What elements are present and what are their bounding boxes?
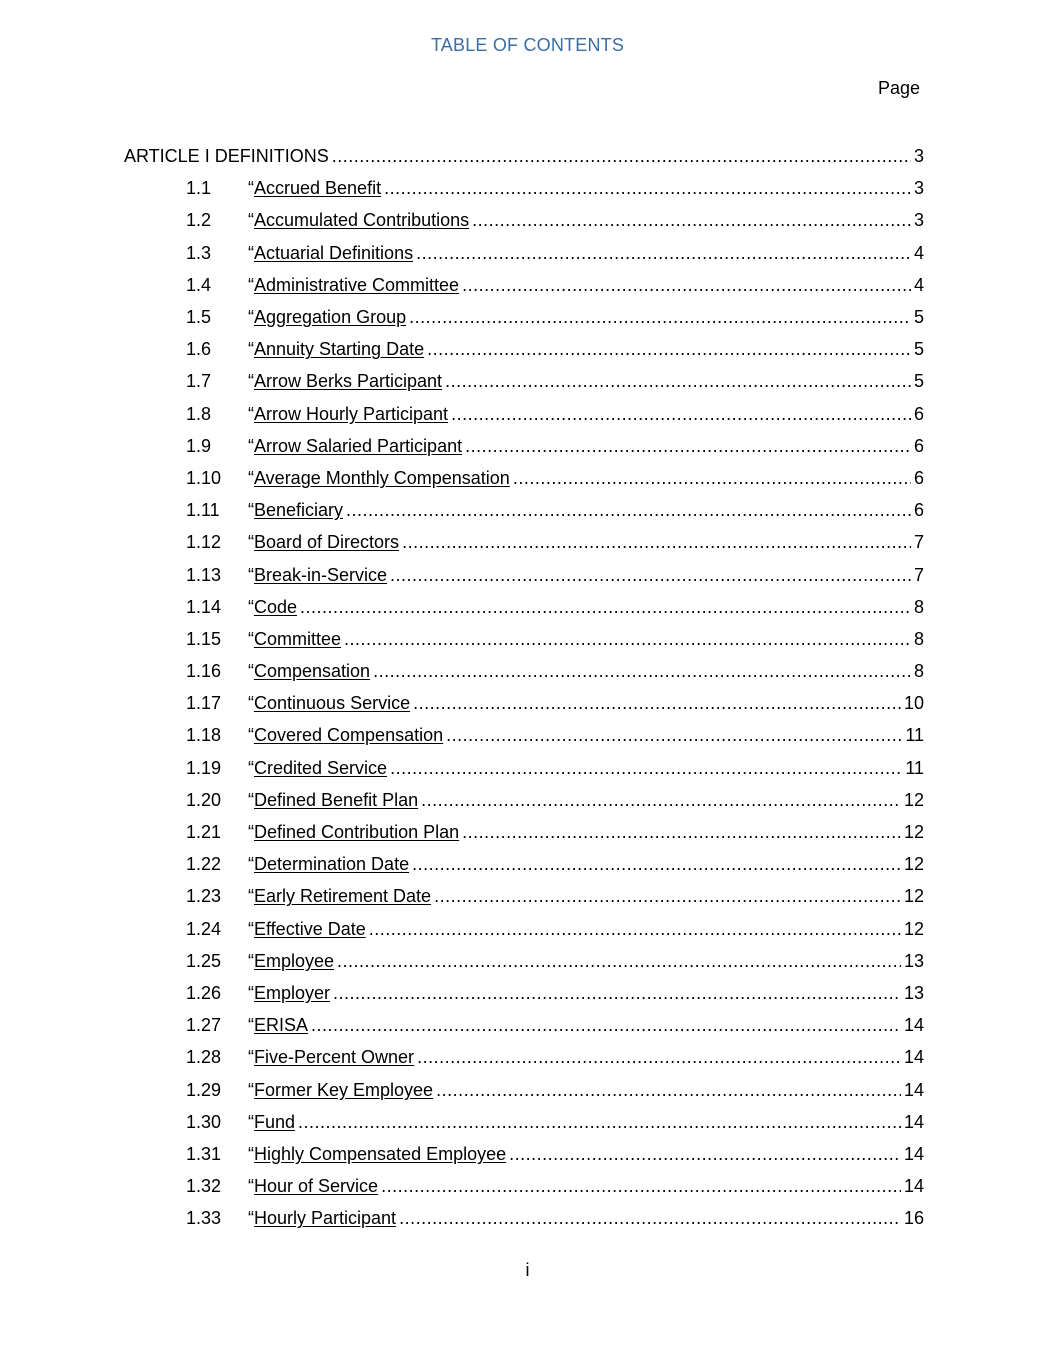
dot-leader: [344, 623, 911, 655]
toc-article-row[interactable]: [0, 140, 924, 172]
section-title: [248, 719, 443, 751]
section-title: [248, 623, 341, 655]
section-page-number: 14: [903, 1015, 924, 1036]
toc-section-row[interactable]: [0, 1170, 924, 1202]
dot-leader: [399, 1202, 901, 1234]
section-title: [248, 462, 510, 494]
section-number: 1.10: [186, 467, 222, 488]
section-number: 1.17: [186, 693, 222, 714]
open-quote: “: [248, 1015, 254, 1036]
open-quote: “: [248, 757, 254, 778]
section-page-number: 6: [913, 403, 924, 424]
toc-title: TABLE OF CONTENTS: [430, 35, 625, 55]
open-quote: “: [248, 1079, 254, 1100]
section-page-number: 5: [913, 339, 924, 360]
open-quote: “: [248, 854, 254, 875]
section-title: [248, 752, 387, 784]
toc-section-row[interactable]: [0, 237, 924, 269]
toc-section-row[interactable]: [0, 365, 924, 397]
toc-section-row[interactable]: [0, 913, 924, 945]
section-page-number: 14: [903, 1143, 924, 1164]
open-quote: “: [248, 307, 254, 328]
defined-term-link[interactable]: Former Key Employee: [254, 1079, 434, 1100]
section-page-number: 4: [913, 274, 924, 295]
section-number: 1.30: [186, 1111, 222, 1132]
toc-section-row[interactable]: [0, 655, 924, 687]
defined-term-link[interactable]: Covered Compensation: [254, 725, 444, 746]
toc-section-row[interactable]: [0, 945, 924, 977]
open-quote: “: [248, 1111, 254, 1132]
toc-section-row[interactable]: [0, 623, 924, 655]
defined-term-link[interactable]: Beneficiary: [254, 500, 344, 521]
section-title: [248, 1106, 295, 1138]
section-number: 1.33: [186, 1208, 222, 1229]
toc-section-row[interactable]: [0, 848, 924, 880]
defined-term-link[interactable]: Fund: [254, 1111, 296, 1132]
dot-leader: [446, 719, 902, 751]
defined-term-link[interactable]: Arrow Berks Participant: [254, 371, 443, 392]
toc-section-row[interactable]: [0, 784, 924, 816]
toc-list: [0, 140, 1055, 1234]
section-page-number: 4: [913, 242, 924, 263]
section-number: 1.1: [186, 178, 212, 199]
section-number: 1.20: [186, 789, 222, 810]
open-quote: “: [248, 693, 254, 714]
defined-term-link[interactable]: Average Monthly Compensation: [254, 467, 510, 488]
open-quote: “: [248, 982, 254, 1003]
dot-leader: [412, 848, 901, 880]
article-page-number: 3: [913, 146, 924, 167]
dot-leader: [513, 462, 911, 494]
section-page-number: 12: [903, 822, 924, 843]
open-quote: “: [248, 822, 254, 843]
toc-section-row[interactable]: [0, 526, 924, 558]
section-page-number: 12: [903, 789, 924, 810]
footer-page-number: i: [525, 1260, 530, 1280]
section-number: 1.24: [186, 918, 222, 939]
toc-section-row[interactable]: [0, 687, 924, 719]
defined-term-link[interactable]: Early Retirement Date: [254, 886, 432, 907]
defined-term-link[interactable]: Arrow Hourly Participant: [254, 403, 449, 424]
open-quote: “: [248, 661, 254, 682]
defined-term-link[interactable]: Committee: [254, 628, 342, 649]
dot-leader: [465, 430, 911, 462]
defined-term-link[interactable]: Actuarial Definitions: [254, 242, 414, 263]
section-title: [248, 816, 459, 848]
dot-leader: [337, 945, 901, 977]
section-title: [248, 1138, 506, 1170]
section-number: 1.21: [186, 822, 222, 843]
dot-leader: [311, 1009, 901, 1041]
section-number: 1.14: [186, 596, 222, 617]
open-quote: “: [248, 1176, 254, 1197]
defined-term-link[interactable]: Defined Contribution Plan: [254, 822, 460, 843]
toc-section-row[interactable]: [0, 1041, 924, 1073]
section-title: [248, 945, 334, 977]
toc-section-row[interactable]: [0, 462, 924, 494]
section-page-number: 5: [913, 371, 924, 392]
section-number: 1.26: [186, 982, 222, 1003]
section-number: 1.27: [186, 1015, 222, 1036]
section-title: [248, 398, 448, 430]
section-title: [248, 1074, 433, 1106]
section-number: 1.11: [186, 500, 220, 521]
dot-leader: [416, 237, 911, 269]
dot-leader: [390, 752, 902, 784]
toc-section-row[interactable]: [0, 558, 924, 590]
toc-section-row[interactable]: [0, 1138, 924, 1170]
section-page-number: 12: [903, 854, 924, 875]
page-column-label: Page: [877, 78, 920, 98]
section-number: 1.6: [186, 339, 212, 360]
open-quote: “: [248, 178, 254, 199]
defined-term-link[interactable]: Compensation: [254, 661, 371, 682]
section-title: [248, 301, 406, 333]
open-quote: “: [248, 950, 254, 971]
section-title: [248, 494, 343, 526]
section-title: [248, 655, 370, 687]
section-title: [248, 1041, 414, 1073]
toc-section-row[interactable]: [0, 719, 924, 751]
toc-section-row[interactable]: [0, 301, 924, 333]
defined-term-link[interactable]: Accumulated Contributions: [254, 210, 470, 231]
section-number: 1.4: [186, 274, 212, 295]
toc-section-row[interactable]: [0, 494, 924, 526]
toc-section-row[interactable]: [0, 333, 924, 365]
section-page-number: 5: [913, 307, 924, 328]
section-page-number: 13: [903, 982, 924, 1003]
defined-term-link[interactable]: Board of Directors: [254, 532, 400, 553]
dot-leader: [413, 687, 901, 719]
toc-section-row[interactable]: [0, 172, 924, 204]
toc-section-row[interactable]: [0, 1073, 924, 1105]
open-quote: “: [248, 1208, 254, 1229]
section-number: 1.29: [186, 1079, 222, 1100]
section-number: 1.2: [186, 210, 212, 231]
defined-term-link[interactable]: Code: [254, 596, 298, 617]
defined-term-link[interactable]: Hour of Service: [254, 1176, 379, 1197]
dot-leader: [298, 1106, 901, 1138]
section-number: 1.7: [186, 371, 212, 392]
section-page-number: 6: [913, 467, 924, 488]
defined-term-link[interactable]: Hourly Participant: [254, 1208, 397, 1229]
open-quote: “: [248, 886, 254, 907]
open-quote: “: [248, 1143, 254, 1164]
section-title: [248, 880, 431, 912]
toc-section-row[interactable]: [0, 816, 924, 848]
open-quote: “: [248, 532, 254, 553]
defined-term-link[interactable]: Employer: [254, 982, 331, 1003]
section-number: 1.9: [186, 435, 212, 456]
section-title: [248, 237, 413, 269]
section-page-number: 16: [903, 1208, 924, 1229]
section-title: [248, 526, 399, 558]
section-title: [248, 172, 381, 204]
section-page-number: 10: [903, 693, 924, 714]
dot-leader: [384, 172, 911, 204]
dot-leader: [436, 1074, 901, 1106]
section-page-number: 6: [913, 500, 924, 521]
section-page-number: 3: [913, 178, 924, 199]
section-number: 1.31: [186, 1143, 222, 1164]
dot-leader: [509, 1138, 901, 1170]
open-quote: “: [248, 467, 254, 488]
dot-leader: [373, 655, 911, 687]
dot-leader: [300, 591, 911, 623]
dot-leader: [445, 365, 911, 397]
open-quote: “: [248, 725, 254, 746]
section-number: 1.15: [186, 628, 222, 649]
section-page-number: 7: [913, 532, 924, 553]
open-quote: “: [248, 1047, 254, 1068]
toc-section-row[interactable]: [0, 204, 924, 236]
section-title: [248, 333, 424, 365]
open-quote: “: [248, 403, 254, 424]
dot-leader: [472, 204, 911, 236]
dot-leader: [409, 301, 911, 333]
toc-section-row[interactable]: [0, 430, 924, 462]
dot-leader: [421, 784, 901, 816]
section-number: 1.16: [186, 661, 222, 682]
section-title: [248, 204, 469, 236]
section-title: [248, 977, 330, 1009]
defined-term-link[interactable]: Credited Service: [254, 757, 388, 778]
section-number: 1.22: [186, 854, 222, 875]
defined-term-link[interactable]: Highly Compensated Employee: [254, 1143, 507, 1164]
toc-section-row[interactable]: [0, 269, 924, 301]
section-number: 1.28: [186, 1047, 222, 1068]
dot-leader: [369, 913, 901, 945]
dot-leader: [451, 398, 911, 430]
section-page-number: 8: [913, 596, 924, 617]
section-number: 1.3: [186, 242, 212, 263]
section-number: 1.13: [186, 564, 222, 585]
toc-section-row[interactable]: [0, 591, 924, 623]
dot-leader: [417, 1041, 901, 1073]
section-title: [248, 1170, 378, 1202]
section-page-number: 14: [903, 1079, 924, 1100]
defined-term-link[interactable]: Defined Benefit Plan: [254, 789, 419, 810]
section-number: 1.18: [186, 725, 222, 746]
section-title: [248, 1202, 396, 1234]
section-page-number: 13: [903, 950, 924, 971]
article-title: ARTICLE I DEFINITIONS: [124, 146, 329, 167]
section-page-number: 14: [903, 1047, 924, 1068]
dot-leader: [381, 1170, 901, 1202]
section-number: 1.19: [186, 757, 222, 778]
defined-term-link[interactable]: ERISA: [254, 1015, 309, 1036]
section-page-number: 8: [913, 661, 924, 682]
dot-leader: [427, 333, 911, 365]
section-number: 1.32: [186, 1176, 222, 1197]
section-title: [248, 591, 297, 623]
dot-leader: [346, 494, 911, 526]
dot-leader: [462, 269, 911, 301]
dot-leader: [332, 140, 911, 172]
section-title: [248, 848, 409, 880]
open-quote: “: [248, 274, 254, 295]
open-quote: “: [248, 789, 254, 810]
open-quote: “: [248, 596, 254, 617]
defined-term-link[interactable]: Break-in-Service: [254, 564, 388, 585]
defined-term-link[interactable]: Determination Date: [254, 854, 410, 875]
open-quote: “: [248, 210, 254, 231]
toc-section-row[interactable]: [0, 398, 924, 430]
section-title: [248, 269, 459, 301]
section-title: [248, 1009, 308, 1041]
open-quote: “: [248, 339, 254, 360]
defined-term-link[interactable]: Effective Date: [254, 918, 366, 939]
section-page-number: 14: [903, 1111, 924, 1132]
open-quote: “: [248, 918, 254, 939]
defined-term-link[interactable]: Accrued Benefit: [254, 178, 382, 199]
section-number: 1.12: [186, 532, 222, 553]
section-title: [248, 913, 366, 945]
section-page-number: 8: [913, 628, 924, 649]
section-page-number: 3: [913, 210, 924, 231]
toc-section-row[interactable]: [0, 752, 924, 784]
defined-term-link[interactable]: Arrow Salaried Participant: [254, 435, 463, 456]
section-page-number: 12: [903, 918, 924, 939]
defined-term-link[interactable]: Administrative Committee: [254, 274, 460, 295]
defined-term-link[interactable]: Aggregation Group: [254, 307, 407, 328]
toc-section-row[interactable]: [0, 1106, 924, 1138]
open-quote: “: [248, 371, 254, 392]
section-page-number: 14: [903, 1176, 924, 1197]
section-page-number: 6: [913, 435, 924, 456]
defined-term-link[interactable]: Continuous Service: [254, 693, 411, 714]
toc-section-row[interactable]: [0, 880, 924, 912]
section-number: 1.8: [186, 403, 212, 424]
dot-leader: [402, 526, 911, 558]
defined-term-link[interactable]: Employee: [254, 950, 335, 971]
toc-section-row[interactable]: [0, 1202, 924, 1234]
open-quote: “: [248, 564, 254, 585]
dot-leader: [390, 559, 911, 591]
section-page-number: 7: [913, 564, 924, 585]
section-title: [248, 559, 387, 591]
defined-term-link[interactable]: Annuity Starting Date: [254, 339, 425, 360]
toc-sections: [0, 172, 1055, 1234]
section-page-number: 12: [903, 886, 924, 907]
open-quote: “: [248, 242, 254, 263]
section-number: 1.5: [186, 307, 212, 328]
open-quote: “: [248, 628, 254, 649]
section-title: [248, 430, 462, 462]
section-page-number: 11: [905, 725, 924, 746]
section-title: [248, 687, 410, 719]
section-title: [248, 784, 418, 816]
open-quote: “: [248, 500, 254, 521]
defined-term-link[interactable]: Five-Percent Owner: [254, 1047, 415, 1068]
dot-leader: [462, 816, 901, 848]
toc-section-row[interactable]: [0, 977, 924, 1009]
section-page-number: 11: [905, 757, 924, 778]
toc-section-row[interactable]: [0, 1009, 924, 1041]
section-number: 1.25: [186, 950, 222, 971]
section-number: 1.23: [186, 886, 222, 907]
section-title: [248, 365, 442, 397]
open-quote: “: [248, 435, 254, 456]
dot-leader: [434, 880, 901, 912]
dot-leader: [333, 977, 901, 1009]
